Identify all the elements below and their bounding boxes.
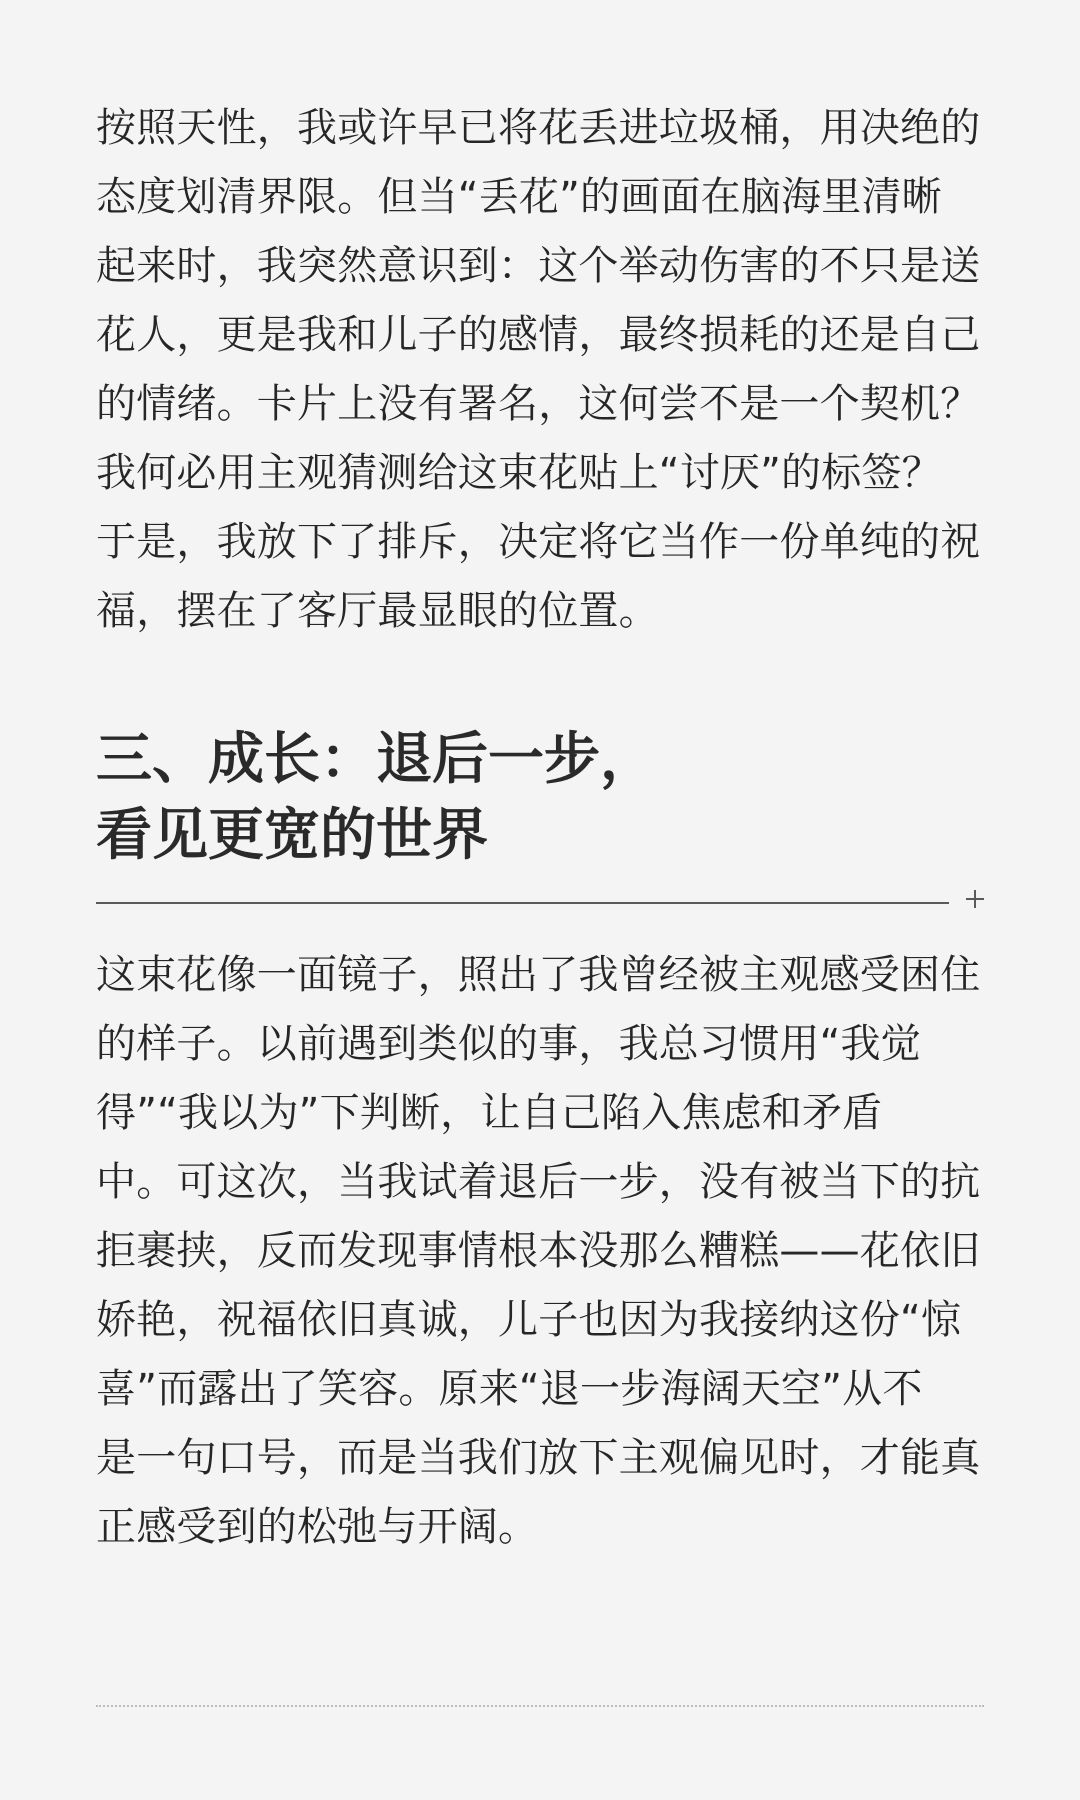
- article-paragraph-1: 按照天性，我或许早已将花丢进垃圾桶，用决绝的 态度划清界限。但当“丢花”的画面在脑海里清晰 起来时，我突然意识到：这个举动伤害的不只是送 花人，更是我和儿子的感情，最终损耗的还是自己 的情绪。卡片上没有署名，这何尝不是一个契机？ 我何必用主观猜测给这束花贴上“讨厌”的标签？ 于是，我放下了排斥，决定将它当作一份单纯的祝 福，摆在了客厅最显眼的位置。: [96, 105, 981, 634]
- plus-icon: [966, 889, 986, 909]
- heading-underline: [96, 902, 949, 904]
- dotted-divider: [96, 1705, 984, 1707]
- article-paragraph-2: 这束花像一面镜子，照出了我曾经被主观感受困住 的样子。以前遇到类似的事，我总习惯用“我觉 得”“我以为”下判断，让自己陷入焦虑和矛盾 中。可这次，当我试着退后一步，没有被当下的抗 拒裹挟，反而发现事情根本没那么糟糕——花依旧 娇艳，祝福依旧真诚，儿子也因为我接纳这份“惊 喜”而露出了笑容。原来“退一步海阔天空”从不 是一句口号，而是当我们放下主观偏见时，才能真 正感受到的松弛与开阔。: [96, 952, 981, 1550]
- section-heading: 三、成长：退后一步， 看见更宽的世界: [96, 727, 656, 868]
